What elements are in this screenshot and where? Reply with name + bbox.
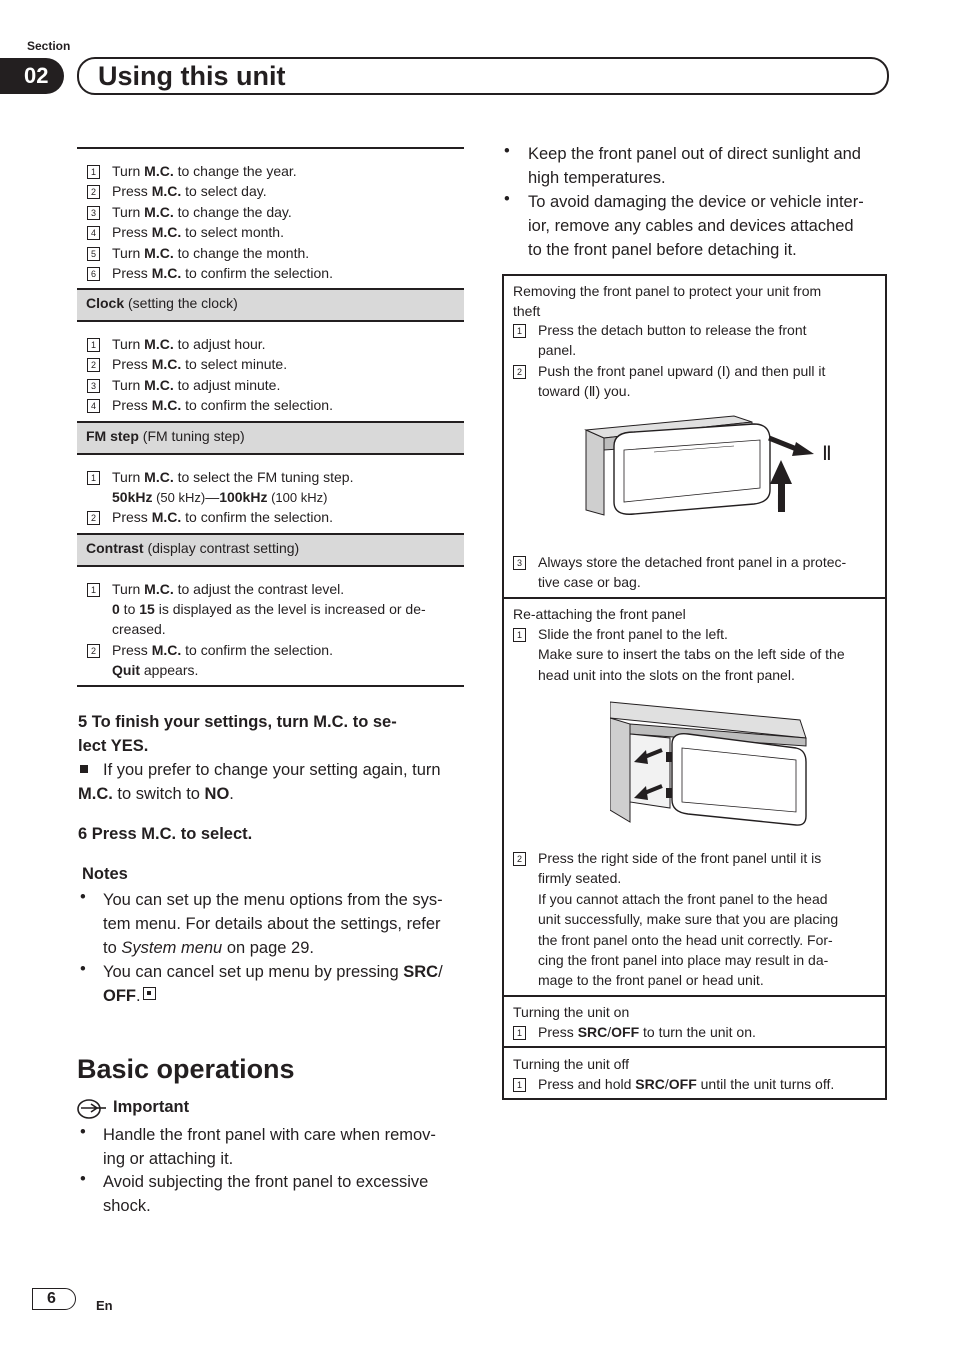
fm-header-bold: FM step	[86, 428, 139, 444]
box-divider	[502, 1046, 887, 1048]
bullet-icon: •	[80, 1170, 86, 1188]
fm-header	[77, 421, 464, 455]
section-label: Section	[27, 39, 71, 53]
fm-step1: Turn M.C. to select the FM tuning step.	[112, 469, 354, 485]
notes-heading: Notes	[82, 865, 128, 883]
step-number: 1	[87, 583, 100, 597]
fm-options: 50kHz (50 kHz)—100kHz (100 kHz)	[112, 489, 328, 505]
turn-off-title: Turning the unit off	[513, 1056, 629, 1072]
step-row: Turn M.C. to adjust hour.	[112, 336, 266, 352]
contrast-range: 0 to 15 is displayed as the level is increased or de-	[112, 601, 426, 617]
step-row: Press M.C. to select month.	[112, 224, 284, 241]
step-number: 1	[513, 628, 526, 642]
step5-note-line1: If you prefer to change your setting again, turn	[103, 761, 441, 779]
step-number: 5	[87, 247, 100, 261]
step-number: 6	[87, 267, 100, 281]
language-label: En	[96, 1298, 113, 1313]
step-row: Turn M.C. to change the month.	[112, 244, 310, 261]
reattach-panel-illustration	[610, 698, 810, 826]
important-icon	[77, 1098, 107, 1120]
step5-heading: 5 To finish your settings, turn M.C. to se- lect YES.	[78, 713, 397, 755]
important-item-2: Avoid subjecting the front panel to excessive shock.	[103, 1173, 429, 1215]
remove-step3: Always store the detached front panel in a protec- tive case or bag.	[538, 554, 847, 591]
contrast-header-rest: (display contrast setting)	[143, 540, 300, 556]
remove-step2: Push the front panel upward (Ⅰ) and then pull it toward (Ⅱ) you.	[538, 363, 826, 400]
table-bottom-rule	[77, 685, 464, 687]
contrast-header	[77, 533, 464, 567]
step-row: Turn M.C. to adjust minute.	[112, 376, 281, 393]
section-number: 02	[0, 58, 64, 94]
quit-note: Quit appears.	[112, 662, 199, 678]
box-divider	[502, 995, 887, 997]
step-number: 3	[87, 206, 100, 220]
remove-step1: Press the detach button to release the front panel.	[538, 322, 807, 359]
step-number: 3	[87, 379, 100, 393]
note-2: You can cancel set up menu by pressing SRC/	[103, 963, 443, 981]
step-row: Press M.C. to confirm the selection.	[112, 397, 333, 414]
end-mark-icon	[143, 987, 156, 1000]
bullet-icon: •	[80, 960, 86, 978]
step-number: 2	[87, 511, 100, 525]
step-number: 1	[513, 1026, 526, 1040]
step-number: 1	[87, 471, 100, 485]
step-number: 1	[513, 324, 526, 338]
reattach-step1: Slide the front panel to the left. Make sure to insert the tabs on the left side of the head unit into the slots on the front panel.	[538, 626, 845, 683]
step-number: 1	[87, 338, 100, 352]
contrast-header-bold: Contrast	[86, 540, 144, 556]
remove-title: Removing the front panel to protect your unit from theft	[513, 283, 822, 320]
turn-on-title: Turning the unit on	[513, 1004, 630, 1020]
step-number: 2	[513, 852, 526, 866]
bullet-icon: •	[80, 1123, 86, 1141]
turn-on-step: Press SRC/OFF to turn the unit on.	[538, 1024, 756, 1040]
note-1: You can set up the menu options from the sys- tem menu. For details about the settings, refer to System menu on page 29.	[103, 891, 443, 957]
step-number: 4	[87, 399, 100, 413]
table-top-rule	[77, 147, 464, 149]
right-bullet-1: Keep the front panel out of direct sunlight and high temperatures.	[528, 145, 861, 187]
reattach-step2: Press the right side of the front panel until it is firmly seated. If you cannot attach the front panel to the head unit successfully, make sure that you are placing the front panel onto the head unit correctly. For- cing the front panel into place may result in da- mage to the front panel or head unit.	[538, 850, 839, 989]
right-bullet-2: To avoid damaging the device or vehicle inter- ior, remove any cables and devices attached to the front panel before detaching it.	[528, 193, 864, 259]
reattach-title: Re-attaching the front panel	[513, 606, 686, 622]
contrast-range-cont: creased.	[112, 621, 166, 637]
fm-header-rest: (FM tuning step)	[138, 428, 245, 444]
step-row: Turn M.C. to change the day.	[112, 203, 292, 220]
step6-heading: 6 Press M.C. to select.	[78, 825, 253, 843]
fig-label-pull: Ⅱ	[822, 443, 832, 465]
step-number: 2	[87, 644, 100, 658]
bullet-icon: •	[504, 142, 510, 160]
turn-off-step: Press and hold SRC/OFF until the unit turns off.	[538, 1076, 835, 1092]
contrast-step1: Turn M.C. to adjust the contrast level.	[112, 581, 345, 597]
page-number: 6	[47, 1290, 56, 1307]
step-number: 1	[87, 165, 100, 179]
step-row: Turn M.C. to change the year.	[112, 163, 297, 179]
basic-operations-heading: Basic operations	[77, 1054, 295, 1084]
important-item-1: Handle the front panel with care when remov- ing or attaching it.	[103, 1126, 436, 1168]
step-row: Press M.C. to confirm the selection.	[112, 265, 333, 281]
step5-note-line2: M.C. to switch to NO.	[78, 785, 234, 803]
note-2-cont: OFF.	[103, 987, 141, 1005]
clock-header-rest: (setting the clock)	[124, 295, 238, 311]
step-number: 2	[87, 358, 100, 372]
fm-step2: Press M.C. to confirm the selection.	[112, 509, 333, 525]
step-number: 4	[87, 226, 100, 240]
step-number: 2	[513, 365, 526, 379]
clock-header-bold: Clock	[86, 295, 125, 311]
step-number: 2	[87, 185, 100, 199]
step-row: Press M.C. to select day.	[112, 183, 267, 200]
bullet-icon: •	[80, 888, 86, 906]
step-number: 3	[513, 556, 526, 570]
step-number: 1	[513, 1078, 526, 1092]
clock-header	[77, 288, 464, 322]
step-row: Press M.C. to select minute.	[112, 356, 288, 373]
box-divider	[502, 597, 887, 599]
contrast-step2: Press M.C. to confirm the selection.	[112, 642, 333, 658]
remove-panel-illustration	[584, 410, 844, 520]
page-title: Using this unit	[98, 61, 286, 91]
fig-label-push: Ⅰ	[776, 492, 782, 514]
important-label: Important	[113, 1098, 190, 1116]
bullet-icon: •	[504, 190, 510, 208]
square-bullet-icon	[80, 765, 88, 773]
